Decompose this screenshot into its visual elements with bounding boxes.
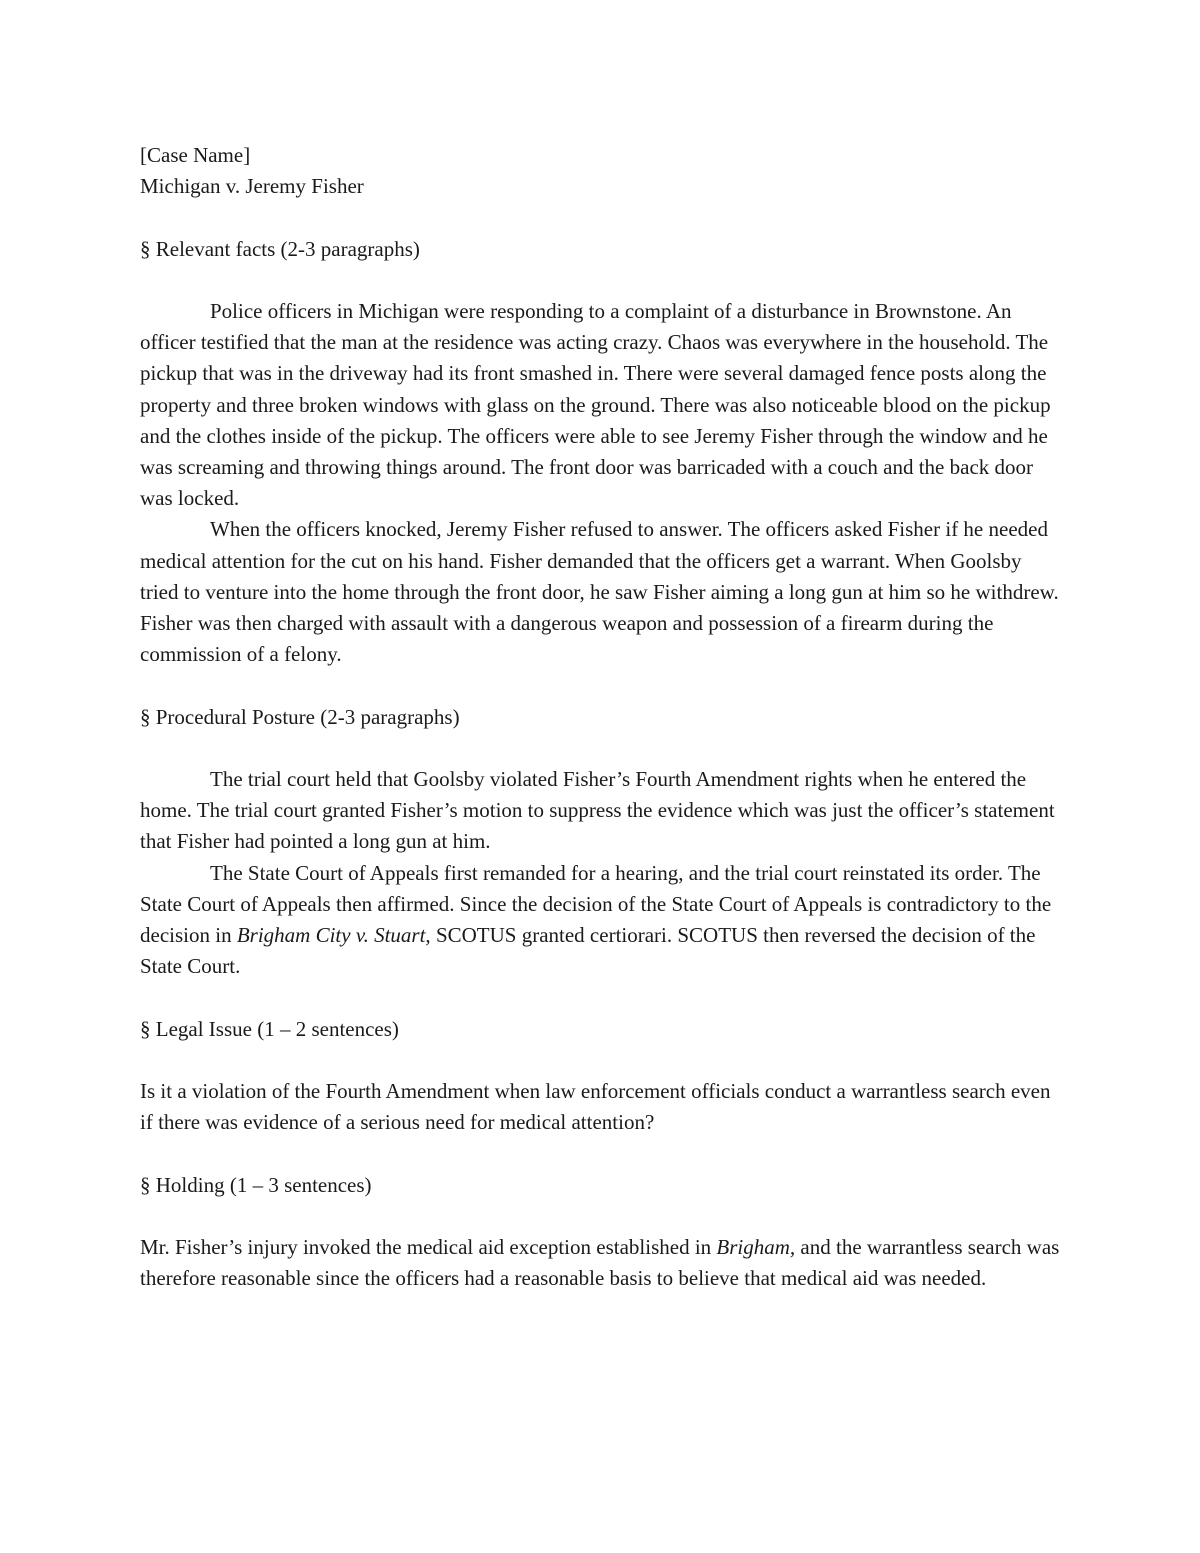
spacer bbox=[140, 265, 1065, 296]
spacer bbox=[140, 1045, 1065, 1076]
posture-paragraph-2 bbox=[140, 858, 1065, 983]
facts-heading: § Relevant facts (2-3 paragraphs) bbox=[140, 236, 420, 261]
spacer bbox=[140, 202, 1065, 233]
facts-paragraph-2: When the officers knocked, Jeremy Fisher refused to answer. The officers asked Fisher if he needed medical attention for the cut on his hand. Fisher demanded that the officers get a warrant. When Goolsby tried to venture into the home through the front door, he saw Fisher aiming a long gun at him so he withdrew. Fisher was then charged with assault with a dangerous weapon and possession of a firearm during the commission of a felony. bbox=[140, 517, 1059, 667]
spacer bbox=[140, 670, 1065, 701]
spacer bbox=[140, 1201, 1065, 1232]
holding-text-before: Mr. Fisher’s injury invoked the medical aid exception established in bbox=[140, 1234, 717, 1259]
spacer bbox=[140, 1138, 1065, 1169]
posture-text-before: The State Court of Appeals first remanded for a hearing, and the trial court reinstated its order. The State Court of Appeals then affirmed. Since the decision of the State Court of Appeals is contradictory to the decision in bbox=[140, 860, 1052, 948]
case-citation-brigham-city: Brigham City v. Stuart, bbox=[236, 923, 431, 948]
holding-heading: § Holding (1 – 3 sentences) bbox=[140, 1172, 372, 1197]
holding-text bbox=[140, 1232, 1065, 1294]
issue-heading: § Legal Issue (1 – 2 sentences) bbox=[140, 1016, 399, 1041]
spacer bbox=[140, 733, 1065, 764]
facts-paragraph-1: Police officers in Michigan were responding to a complaint of a disturbance in Brownstone. An officer testified that the man at the residence was acting crazy. Chaos was everywhere in the household. The pickup that was in the driveway had its front smashed in. There were several damaged fence posts along the property and three broken windows with glass on the ground. There was also noticeable blood on the pickup and the clothes inside of the pickup. The officers were able to see Jeremy Fisher through the window and he was screaming and throwing things around. The front door was barricaded with a couch and the back door was locked. bbox=[140, 298, 1051, 511]
posture-paragraph-1: The trial court held that Goolsby violated Fisher’s Fourth Amendment rights when he entered the home. The trial court granted Fisher’s motion to suppress the evidence which was just the officer’s statement that Fisher had pointed a long gun at him. bbox=[140, 767, 1055, 854]
case-name-label: [Case Name] bbox=[140, 143, 251, 167]
posture-text-after: SCOTUS granted certiorari. SCOTUS then reversed the decision of the State Court. bbox=[140, 923, 1036, 979]
document-body bbox=[140, 140, 1065, 1294]
case-name: Michigan v. Jeremy Fisher bbox=[140, 174, 364, 199]
case-citation-brigham: Brigham, bbox=[716, 1234, 796, 1259]
posture-heading: § Procedural Posture (2-3 paragraphs) bbox=[140, 704, 460, 729]
spacer bbox=[140, 982, 1065, 1013]
holding-text-after: and the warrantless search was therefore reasonable since the officers had a reasonable basis to believe that medical aid was needed. bbox=[140, 1234, 1060, 1291]
issue-text: Is it a violation of the Fourth Amendment when law enforcement officials conduct a warrantless search even if there was evidence of a serious need for medical attention? bbox=[140, 1079, 1051, 1135]
